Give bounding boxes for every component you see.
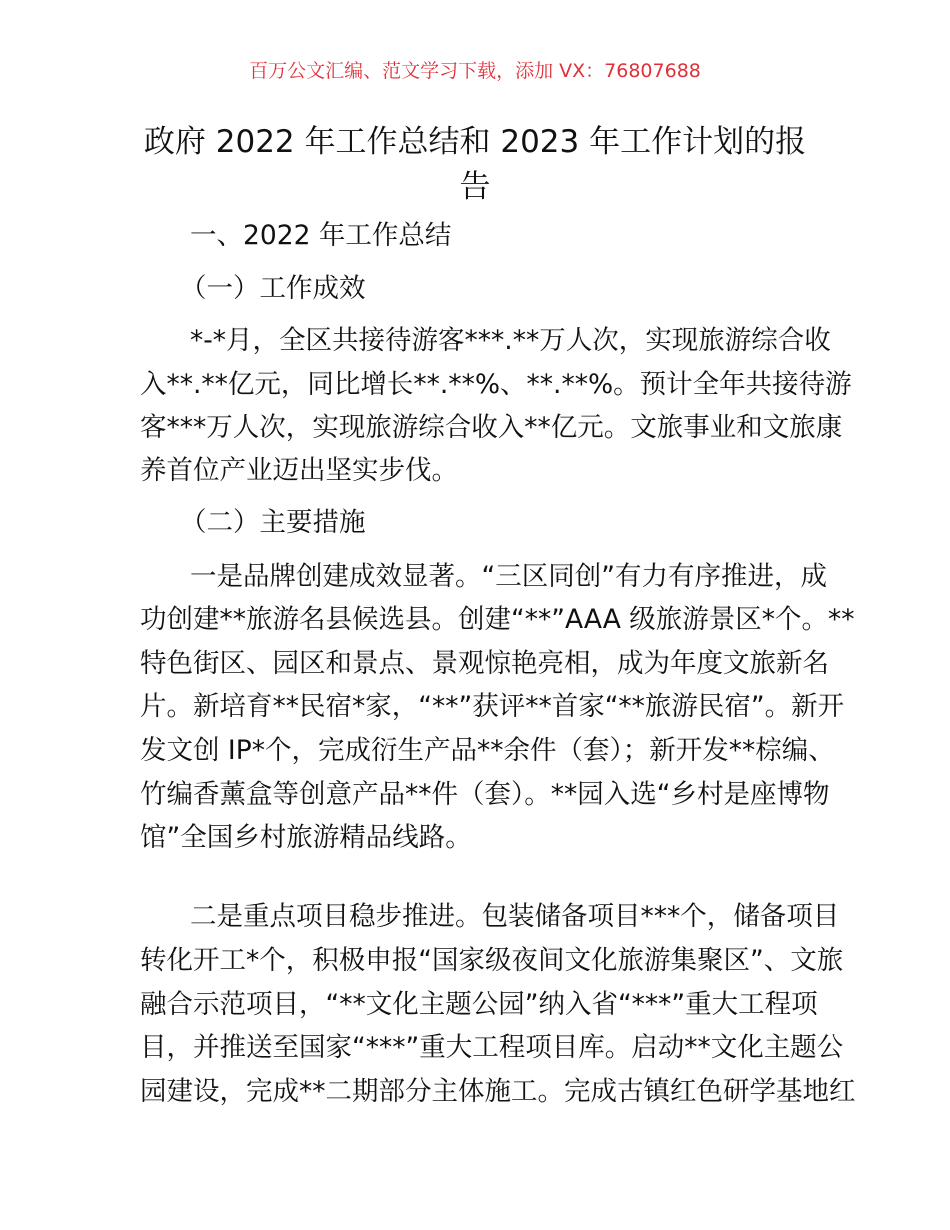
subsection-heading-1: （一）工作成效	[180, 273, 366, 304]
section-heading: 一、2022 年工作总结	[190, 220, 452, 251]
paragraph-line: 一是品牌创建成效显著。“三区同创”有力有序推进，成	[190, 561, 827, 592]
paragraph-line: 片。新培育**民宿*家，“**”获评**首家“**旅游民宿”。新开	[140, 691, 845, 722]
paragraph-line: 二是重点项目稳步推进。包装储备项目***个，储备项目	[190, 901, 840, 932]
paragraph-line: 竹编香薰盒等创意产品**件（套）。**园入选“乡村是座博物	[140, 779, 830, 810]
paragraph-line: 馆”全国乡村旅游精品线路。	[140, 822, 472, 853]
paragraph-line: 功创建**旅游名县候选县。创建“**”AAA 级旅游景区*个。**	[140, 604, 855, 635]
document-title-line-1: 政府 2022 年工作总结和 2023 年工作计划的报	[143, 124, 807, 160]
paragraph-line: 转化开工*个，积极申报“国家级夜间文化旅游集聚区”、文旅	[140, 945, 844, 976]
paragraph-line: 特色街区、园区和景点、景观惊艳亮相，成为年度文旅新名	[140, 648, 829, 679]
paragraph-line: 养首位产业迈出坚实步伐。	[140, 455, 458, 486]
paragraph-line: 融合示范项目，“**文化主题公园”纳入省“***”重大工程项	[140, 989, 818, 1020]
paragraph-line: 客***万人次，实现旅游综合收入**亿元。文旅事业和文旅康	[140, 412, 843, 443]
paragraph-line: *-*月，全区共接待游客***.**万人次，实现旅游综合收	[190, 325, 831, 356]
document-title-line-2: 告	[459, 169, 491, 205]
watermark-text: 百万公文汇编、范文学习下载，添加 VX：76807688	[249, 60, 701, 82]
paragraph-line: 园建设，完成**二期部分主体施工。完成古镇红色研学基地红	[140, 1076, 856, 1107]
paragraph-line: 入**.**亿元，同比增长**.**%、**.**%。预计全年共接待游	[140, 369, 852, 400]
paragraph-line: 目，并推送至国家“***”重大工程项目库。启动**文化主题公	[140, 1032, 844, 1063]
paragraph-line: 发文创 IP*个，完成衍生产品**余件（套）；新开发**棕编、	[140, 735, 835, 766]
subsection-heading-2: （二）主要措施	[180, 507, 366, 538]
